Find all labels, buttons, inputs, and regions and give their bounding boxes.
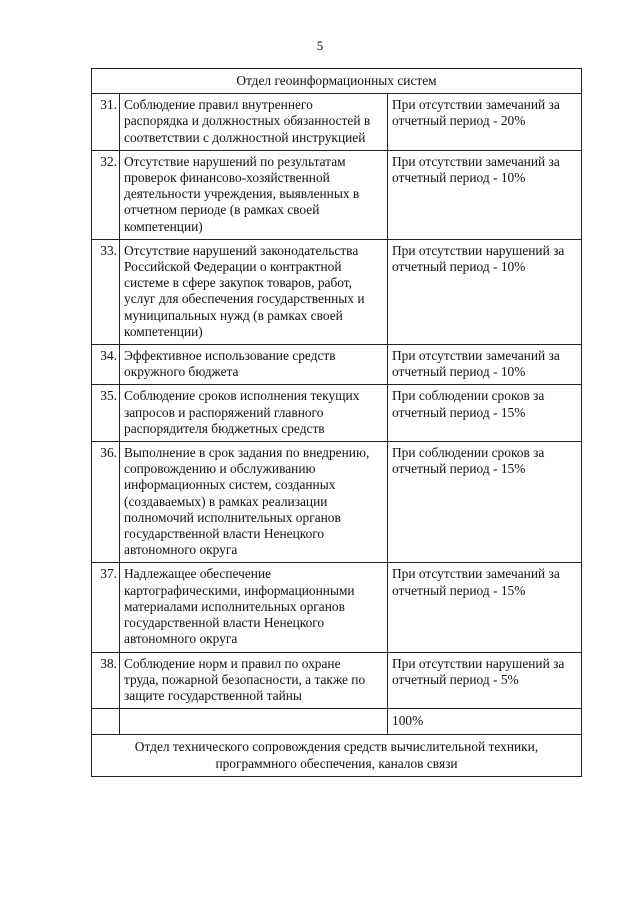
criterion-line: информационных систем, созданных: [124, 477, 336, 493]
total-row: [92, 709, 582, 735]
value-line: При соблюдении сроков за: [392, 445, 545, 461]
criterion-line: автономного округа: [124, 631, 238, 647]
criterion-cell: [120, 563, 388, 652]
value-cell: [388, 345, 582, 385]
row-number: 31.: [92, 94, 120, 151]
criterion-line: Выполнение в срок задания по внедрению,: [124, 445, 370, 461]
criterion-cell: [120, 150, 388, 239]
criterion-line: компетенции): [124, 323, 203, 339]
empty-cell: [92, 709, 120, 735]
criterion-line: Надлежащее обеспечение: [124, 566, 272, 582]
value-cell: [388, 239, 582, 344]
row-number: 37.: [92, 563, 120, 652]
section-title-geoinformation: Отдел геоинформационных систем: [92, 69, 582, 94]
value-line: При отсутствии замечаний за: [392, 566, 560, 582]
section-header-row: [92, 735, 582, 776]
value-line: При отсутствии нарушений за: [392, 655, 565, 671]
row-number: 32.: [92, 150, 120, 239]
criterion-line: окружного бюджета: [124, 364, 239, 380]
value-cell: [388, 652, 582, 709]
table-row: [92, 385, 582, 442]
criterion-cell: [120, 385, 388, 442]
row-number: 35.: [92, 385, 120, 442]
criterion-line: распорядка и должностных обязанностей в: [124, 113, 371, 129]
row-number: 36.: [92, 442, 120, 563]
criteria-table-body: [92, 69, 582, 777]
criterion-line: защите государственной тайны: [124, 687, 302, 703]
criterion-cell: [120, 239, 388, 344]
table-row: [92, 345, 582, 385]
criterion-line: проверок финансово-хозяйственной: [124, 170, 330, 186]
table-row: [92, 239, 582, 344]
value-line: отчетный период - 10%: [392, 170, 526, 186]
empty-cell: [120, 709, 388, 735]
criteria-table: [91, 68, 582, 777]
criterion-line: соответствии с должностной инструкцией: [124, 129, 366, 145]
value-line: При соблюдении сроков за: [392, 388, 545, 404]
value-line: отчетный период - 5%: [392, 671, 519, 687]
page-number: 5: [316, 38, 324, 53]
criterion-cell: [120, 345, 388, 385]
value-line: отчетный период - 15%: [392, 582, 526, 598]
criterion-line: полномочий исполнительных органов: [124, 509, 341, 525]
criterion-line: картографическими, информационными: [124, 582, 355, 598]
criterion-line: Отсутствие нарушений законодательства: [124, 242, 359, 258]
criterion-line: деятельности учреждения, выявленных в: [124, 186, 360, 202]
value-line: При отсутствии замечаний за: [392, 97, 560, 113]
criterion-cell: [120, 652, 388, 709]
criterion-line: муниципальных нужд (в рамках своей: [124, 307, 343, 323]
table-row: [92, 94, 582, 151]
table-row: [92, 150, 582, 239]
criterion-line: системе в сфере закупок товаров, работ,: [124, 275, 352, 291]
criterion-line: Соблюдение сроков исполнения текущих: [124, 388, 360, 404]
value-cell: [388, 150, 582, 239]
value-cell: [388, 563, 582, 652]
criterion-line: автономного округа: [124, 542, 238, 558]
row-number: 33.: [92, 239, 120, 344]
criterion-line: компетенции): [124, 218, 203, 234]
section-header-row: [92, 69, 582, 94]
value-line: отчетный период - 10%: [392, 259, 526, 275]
row-number: 38.: [92, 652, 120, 709]
value-line: При отсутствии замечаний за: [392, 348, 560, 364]
criterion-line: сопровождению и обслуживанию: [124, 461, 316, 477]
row-number: 34.: [92, 345, 120, 385]
criterion-line: распорядителя бюджетных средств: [124, 420, 325, 436]
value-line: При отсутствии замечаний за: [392, 153, 560, 169]
criterion-cell: [120, 94, 388, 151]
criterion-line: отчетном периоде (в рамках своей: [124, 202, 320, 218]
table-row: [92, 652, 582, 709]
total-value: 100%: [388, 709, 582, 735]
criterion-line: Отсутствие нарушений по результатам: [124, 153, 346, 169]
value-line: отчетный период - 15%: [392, 404, 526, 420]
table-row: [92, 442, 582, 563]
criterion-line: запросов и распоряжений главного: [124, 404, 324, 420]
section-title-line: Отдел технического сопровождения средств вычислительной техники,: [134, 739, 539, 755]
section-title-line: программного обеспечения, каналов связи: [215, 755, 458, 771]
value-cell: [388, 94, 582, 151]
criterion-line: Соблюдение правил внутреннего: [124, 97, 313, 113]
section-title-technical-support: [92, 735, 582, 776]
criterion-line: материалами исполнительных органов: [124, 598, 345, 614]
criterion-cell: [120, 442, 388, 563]
value-line: отчетный период - 15%: [392, 461, 526, 477]
criterion-line: труда, пожарной безопасности, а также по: [124, 671, 366, 687]
criterion-line: государственной власти Ненецкого: [124, 526, 325, 542]
criterion-line: Российской Федерации о контрактной: [124, 259, 342, 275]
value-line: отчетный период - 20%: [392, 113, 526, 129]
criterion-line: Соблюдение норм и правил по охране: [124, 655, 341, 671]
criterion-line: государственной власти Ненецкого: [124, 615, 325, 631]
criterion-line: услуг для обеспечения государственных и: [124, 291, 365, 307]
value-line: При отсутствии нарушений за: [392, 242, 565, 258]
value-cell: [388, 442, 582, 563]
criterion-line: (создаваемых) в рамках реализации: [124, 493, 328, 509]
value-line: отчетный период - 10%: [392, 364, 526, 380]
value-cell: [388, 385, 582, 442]
criterion-line: Эффективное использование средств: [124, 348, 336, 364]
table-row: [92, 563, 582, 652]
